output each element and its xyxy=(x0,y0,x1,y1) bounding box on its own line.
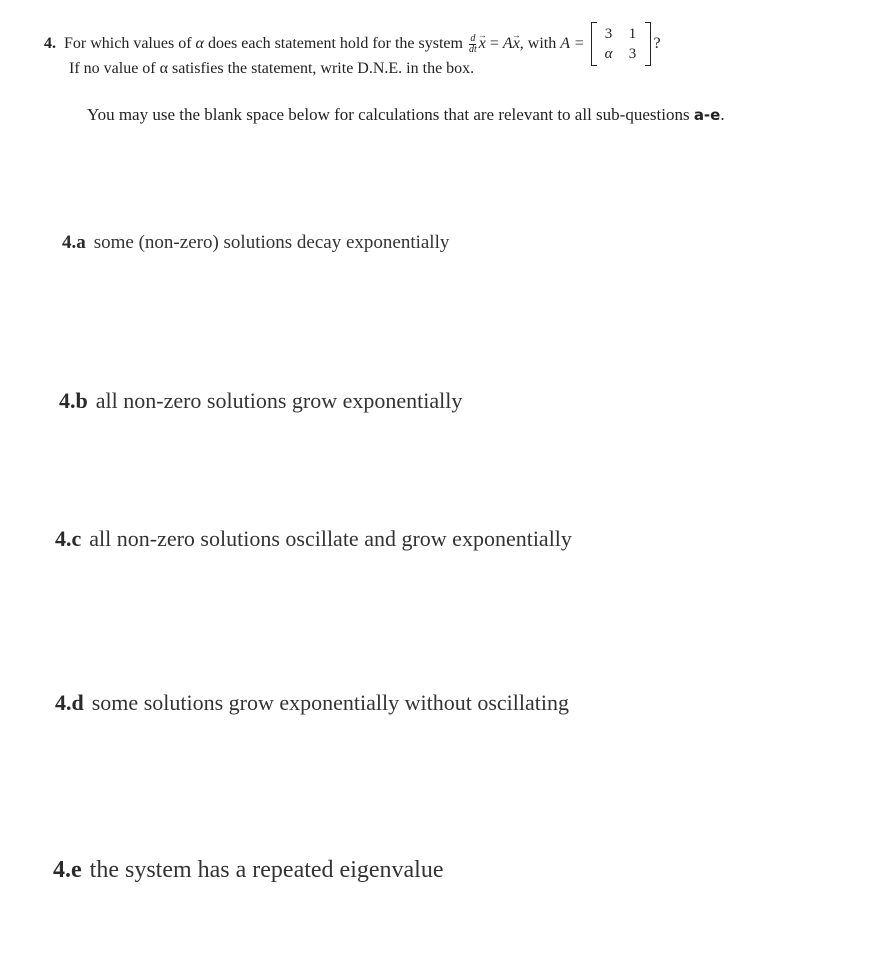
question-mark: ? xyxy=(653,35,661,52)
subquestion-a-text: some (non-zero) solutions decay exponentially xyxy=(93,232,450,253)
subquestion-c-label: 4.c xyxy=(55,526,82,551)
matrix-A-letter: A xyxy=(502,35,513,52)
subquestion-a xyxy=(62,232,449,254)
subquestion-b xyxy=(59,388,462,414)
question-intro-text: For which values of xyxy=(64,35,192,52)
matrix-entries xyxy=(597,24,645,64)
subquestion-e-label: 4.e xyxy=(53,857,82,883)
subquestion-e-text: the system has a repeated eigenvalue xyxy=(89,857,444,883)
matrix-entry-21: α xyxy=(604,46,613,62)
subquestion-c xyxy=(55,526,572,552)
question-number: 4. xyxy=(44,35,56,52)
vector-x-rhs: → x xyxy=(513,31,520,57)
scratch-note-prefix: You may use the blank space below for calculations that are relevant to all sub-questions xyxy=(87,105,690,124)
alpha-symbol: α xyxy=(195,35,204,52)
derivative-fraction xyxy=(469,34,477,55)
subquestion-b-label: 4.b xyxy=(59,388,88,413)
derivative-numerator: d xyxy=(470,32,476,44)
scratch-space-note xyxy=(87,104,725,126)
subquestion-d-text: some solutions grow exponentially without oscillating xyxy=(91,690,569,715)
equals-sign: = xyxy=(489,35,499,52)
matrix-A-equals: A = xyxy=(560,35,585,52)
subquestion-b-text: all non-zero solutions grow exponentially xyxy=(95,388,463,413)
subquestion-e xyxy=(53,857,444,884)
dne-instruction: If no value of α satisfies the statement, write D.N.E. in the box. xyxy=(69,60,475,77)
with-text: , with xyxy=(519,35,557,52)
derivative-denominator: dt xyxy=(468,43,477,55)
matrix-entry-22: 3 xyxy=(628,46,637,62)
subquestion-a-label: 4.a xyxy=(62,232,86,253)
subquestion-c-text: all non-zero solutions oscillate and grow exponentially xyxy=(89,526,572,551)
matrix-entry-12: 1 xyxy=(628,26,637,42)
vector-x: → x xyxy=(479,31,486,57)
subquestion-d xyxy=(55,690,569,716)
question-mid-text: does each statement hold for the system xyxy=(207,35,463,52)
subquestion-d-label: 4.d xyxy=(55,690,84,715)
scratch-note-suffix: . xyxy=(720,105,725,124)
right-bracket xyxy=(645,22,651,66)
matrix-entry-11: 3 xyxy=(604,26,613,42)
scratch-note-bold: a-e xyxy=(693,106,721,124)
matrix-A xyxy=(591,22,651,66)
